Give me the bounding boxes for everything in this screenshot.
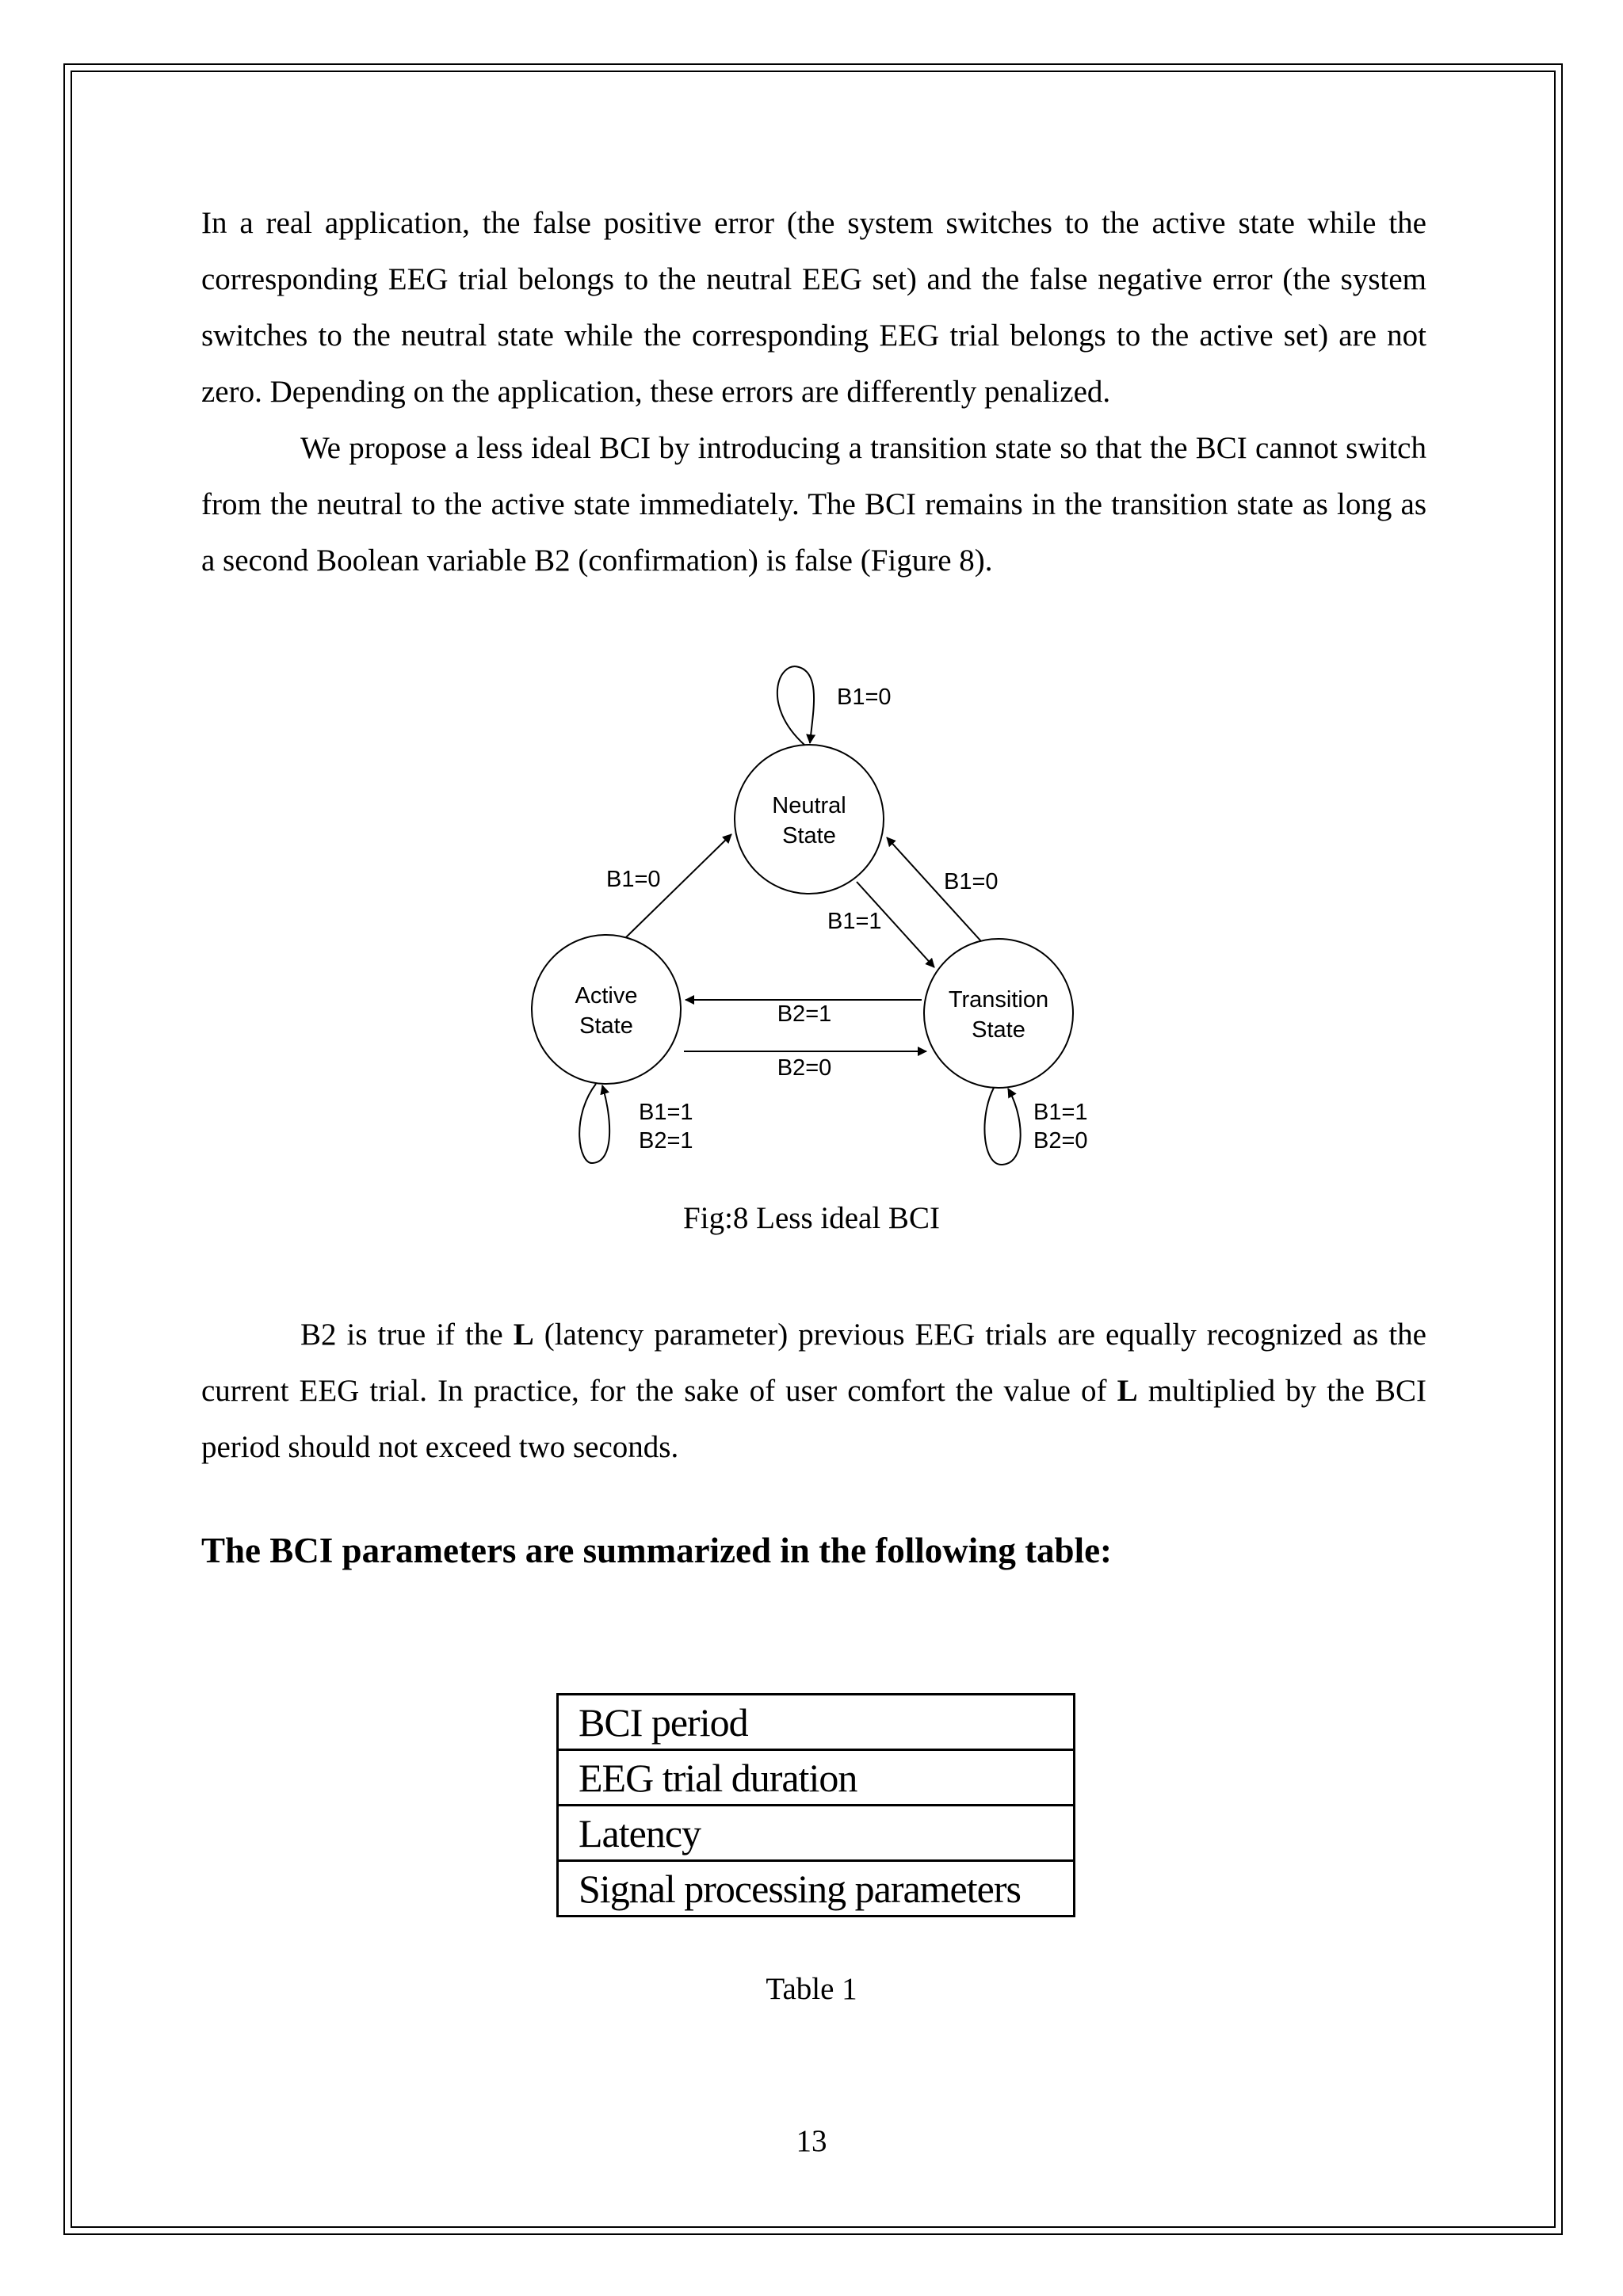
page-number: 13 xyxy=(796,2124,827,2158)
active-self-loop-label-line2: B2=1 xyxy=(639,1128,693,1154)
table-cell: BCI period xyxy=(558,1695,1075,1750)
neutral-state-label-line2: State xyxy=(782,823,836,849)
paragraph-latency xyxy=(201,1306,1426,1475)
paragraph-latency-text xyxy=(201,1306,1426,1475)
latency-symbol-l-2: L xyxy=(1117,1374,1138,1408)
transition-state-node xyxy=(924,939,1073,1088)
table-cell: EEG trial duration xyxy=(558,1750,1075,1806)
paragraph-errors-text: In a real application, the false positive error (the system switches to the active state while the corresponding EEG trial belongs to the neutral EEG set) and the false negative error (the system switches to the neutral state while the corresponding EEG trial belongs to the active set) are not zero. Depending on the application, these errors are differently penalized. xyxy=(201,206,1426,409)
arrow-active-to-neutral-label: B1=0 xyxy=(606,867,661,892)
active-self-loop-label-line1: B1=1 xyxy=(639,1100,693,1125)
paragraph-errors xyxy=(201,195,1426,420)
active-state-label-line1: Active xyxy=(575,983,638,1009)
bci-parameters-table xyxy=(556,1693,1075,1917)
table-caption: Table 1 xyxy=(766,1972,857,2006)
neutral-self-loop-label: B1=0 xyxy=(837,685,892,710)
latency-symbol-l: L xyxy=(513,1318,534,1352)
section-heading: The BCI parameters are summarized in the following table: xyxy=(201,1531,1113,1570)
active-self-loop xyxy=(579,1084,609,1163)
arrow-neutral-to-transition-label: B1=1 xyxy=(827,909,882,934)
arrow-active-to-transition-label: B2=0 xyxy=(777,1055,832,1081)
transition-state-label-line1: Transition xyxy=(948,987,1049,1013)
neutral-state-node xyxy=(735,745,884,894)
state-diagram xyxy=(523,658,1125,1196)
active-state-label-line2: State xyxy=(579,1013,633,1039)
table-cell: Signal processing parameters xyxy=(558,1861,1075,1917)
arrow-transition-to-active-label: B2=1 xyxy=(777,1001,832,1027)
figure-caption: Fig:8 Less ideal BCI xyxy=(683,1201,940,1235)
paragraph-latency-part-2: (latency parameter) previous EEG trials are equally recognized as the current EEG trial. In practice, for the sake of user comfort the value of xyxy=(201,1318,1426,1408)
table-row xyxy=(558,1695,1075,1750)
paragraph-less-ideal-bci xyxy=(201,420,1426,589)
transition-self-loop-label-line1: B1=1 xyxy=(1033,1100,1088,1125)
paragraph-less-ideal-bci-text: We propose a less ideal BCI by introducing a transition state so that the BCI cannot switch from the neutral to the active state immediately. The BCI remains in the transition state as long as a second Boolean variable B2 (confirmation) is false (Figure 8). xyxy=(201,431,1426,578)
table-cell: Latency xyxy=(558,1806,1075,1861)
paragraph-latency-part-1: B2 is true if the xyxy=(300,1318,514,1352)
neutral-self-loop xyxy=(777,666,814,745)
transition-state-label-line2: State xyxy=(972,1017,1025,1043)
neutral-state-label-line1: Neutral xyxy=(772,793,846,818)
active-state-node xyxy=(532,935,681,1084)
transition-self-loop-label-line2: B2=0 xyxy=(1033,1128,1088,1154)
table-row xyxy=(558,1806,1075,1861)
transition-self-loop xyxy=(984,1088,1020,1165)
table-row xyxy=(558,1750,1075,1806)
table-row xyxy=(558,1861,1075,1917)
paragraph-latency-part-3: multiplied by the BCI period should not exceed two seconds. xyxy=(201,1374,1427,1464)
arrow-transition-to-neutral-label: B1=0 xyxy=(944,869,999,894)
